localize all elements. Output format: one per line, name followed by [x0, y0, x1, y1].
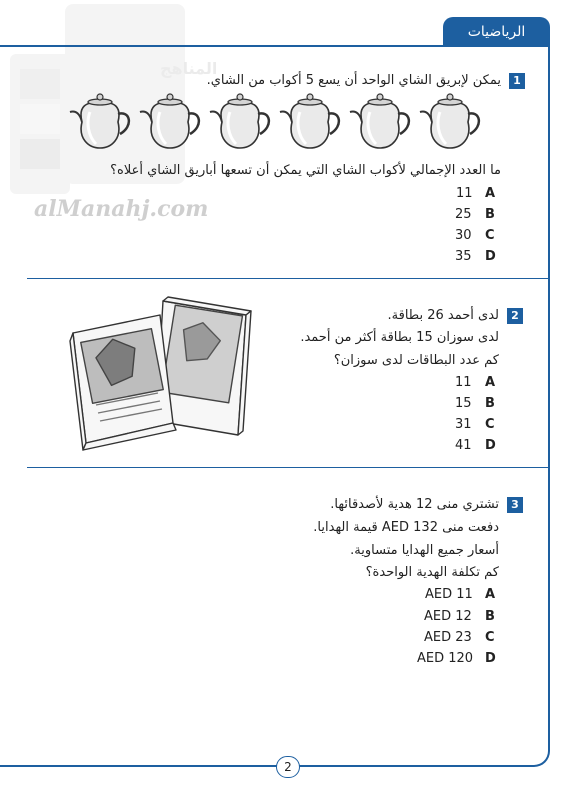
- teapots-illustration: [68, 92, 498, 152]
- q3-line3: أسعار جميع الهدايا متساوية.: [350, 543, 499, 558]
- q1-option-d[interactable]: [455, 249, 496, 264]
- option-letter: D: [485, 651, 496, 666]
- option-letter: B: [485, 609, 495, 624]
- option-letter: B: [485, 207, 495, 222]
- teapot-icon: [280, 94, 339, 148]
- svg-text:المناهج: المناهج: [160, 59, 218, 78]
- q3-option-d[interactable]: [417, 651, 496, 666]
- option-letter: D: [485, 249, 496, 264]
- teapot-icon: [140, 94, 199, 148]
- trading-cards-illustration: [68, 293, 254, 453]
- subject-tab: الرياضيات: [443, 17, 550, 47]
- q2-line2: لدى سوزان 15 بطاقة أكثر من أحمد.: [300, 330, 499, 345]
- question-number-1: 1: [509, 73, 525, 89]
- option-letter: A: [485, 375, 496, 390]
- separator: [27, 278, 550, 279]
- option-value: 30: [455, 228, 472, 243]
- option-value: AED 120: [417, 651, 474, 666]
- option-letter: C: [485, 630, 495, 645]
- q2-question: كم عدد البطاقات لدى سوزان؟: [333, 353, 499, 368]
- option-value: 31: [455, 417, 472, 432]
- option-value: 35: [455, 249, 472, 264]
- option-letter: B: [485, 396, 495, 411]
- question-number-3: 3: [507, 497, 523, 513]
- teapot-icon: [350, 94, 409, 148]
- separator: [27, 467, 550, 468]
- option-value: 15: [455, 396, 472, 411]
- option-letter: A: [485, 587, 496, 602]
- teapot-icon: [70, 94, 129, 148]
- question-number-2: 2: [507, 308, 523, 324]
- q2-option-a[interactable]: [455, 375, 496, 390]
- option-letter: D: [485, 438, 496, 453]
- option-value: AED 11: [425, 587, 473, 602]
- option-value: AED 23: [424, 630, 472, 645]
- q1-stem: يمكن لإبريق الشاي الواحد أن يسع 5 أكواب من الشاي.: [206, 73, 501, 88]
- option-value: 25: [455, 207, 472, 222]
- q1-option-c[interactable]: [455, 228, 495, 243]
- q2-line1: لدى أحمد 26 بطاقة.: [387, 308, 499, 323]
- option-letter: C: [485, 417, 495, 432]
- watermark-site: alManahj.com: [34, 196, 209, 222]
- q2-option-c[interactable]: [455, 417, 495, 432]
- option-value: 41: [455, 438, 472, 453]
- option-value: 11: [456, 186, 473, 201]
- q1-option-b[interactable]: [455, 207, 495, 222]
- q3-option-b[interactable]: [424, 609, 495, 624]
- page-number: 2: [276, 756, 300, 778]
- option-value: AED 12: [424, 609, 472, 624]
- q3-line2: دفعت منى AED 132 قيمة الهدايا.: [313, 520, 499, 535]
- q3-option-a[interactable]: [425, 587, 496, 602]
- q3-option-c[interactable]: [424, 630, 495, 645]
- q2-option-d[interactable]: [455, 438, 496, 453]
- option-letter: C: [485, 228, 495, 243]
- q2-option-b[interactable]: [455, 396, 495, 411]
- q3-question: كم تكلفة الهدية الواحدة؟: [365, 565, 499, 580]
- teapot-icon: [420, 94, 479, 148]
- option-letter: A: [485, 186, 496, 201]
- q3-line1: تشتري منى 12 هدية لأصدقائها.: [330, 497, 499, 512]
- q1-question: ما العدد الإجمالي لأكواب الشاي التي يمكن أن تسعها أباريق الشاي أعلاه؟: [110, 163, 501, 178]
- option-value: 11: [455, 375, 472, 390]
- q1-option-a[interactable]: [456, 186, 496, 201]
- teapot-icon: [210, 94, 269, 148]
